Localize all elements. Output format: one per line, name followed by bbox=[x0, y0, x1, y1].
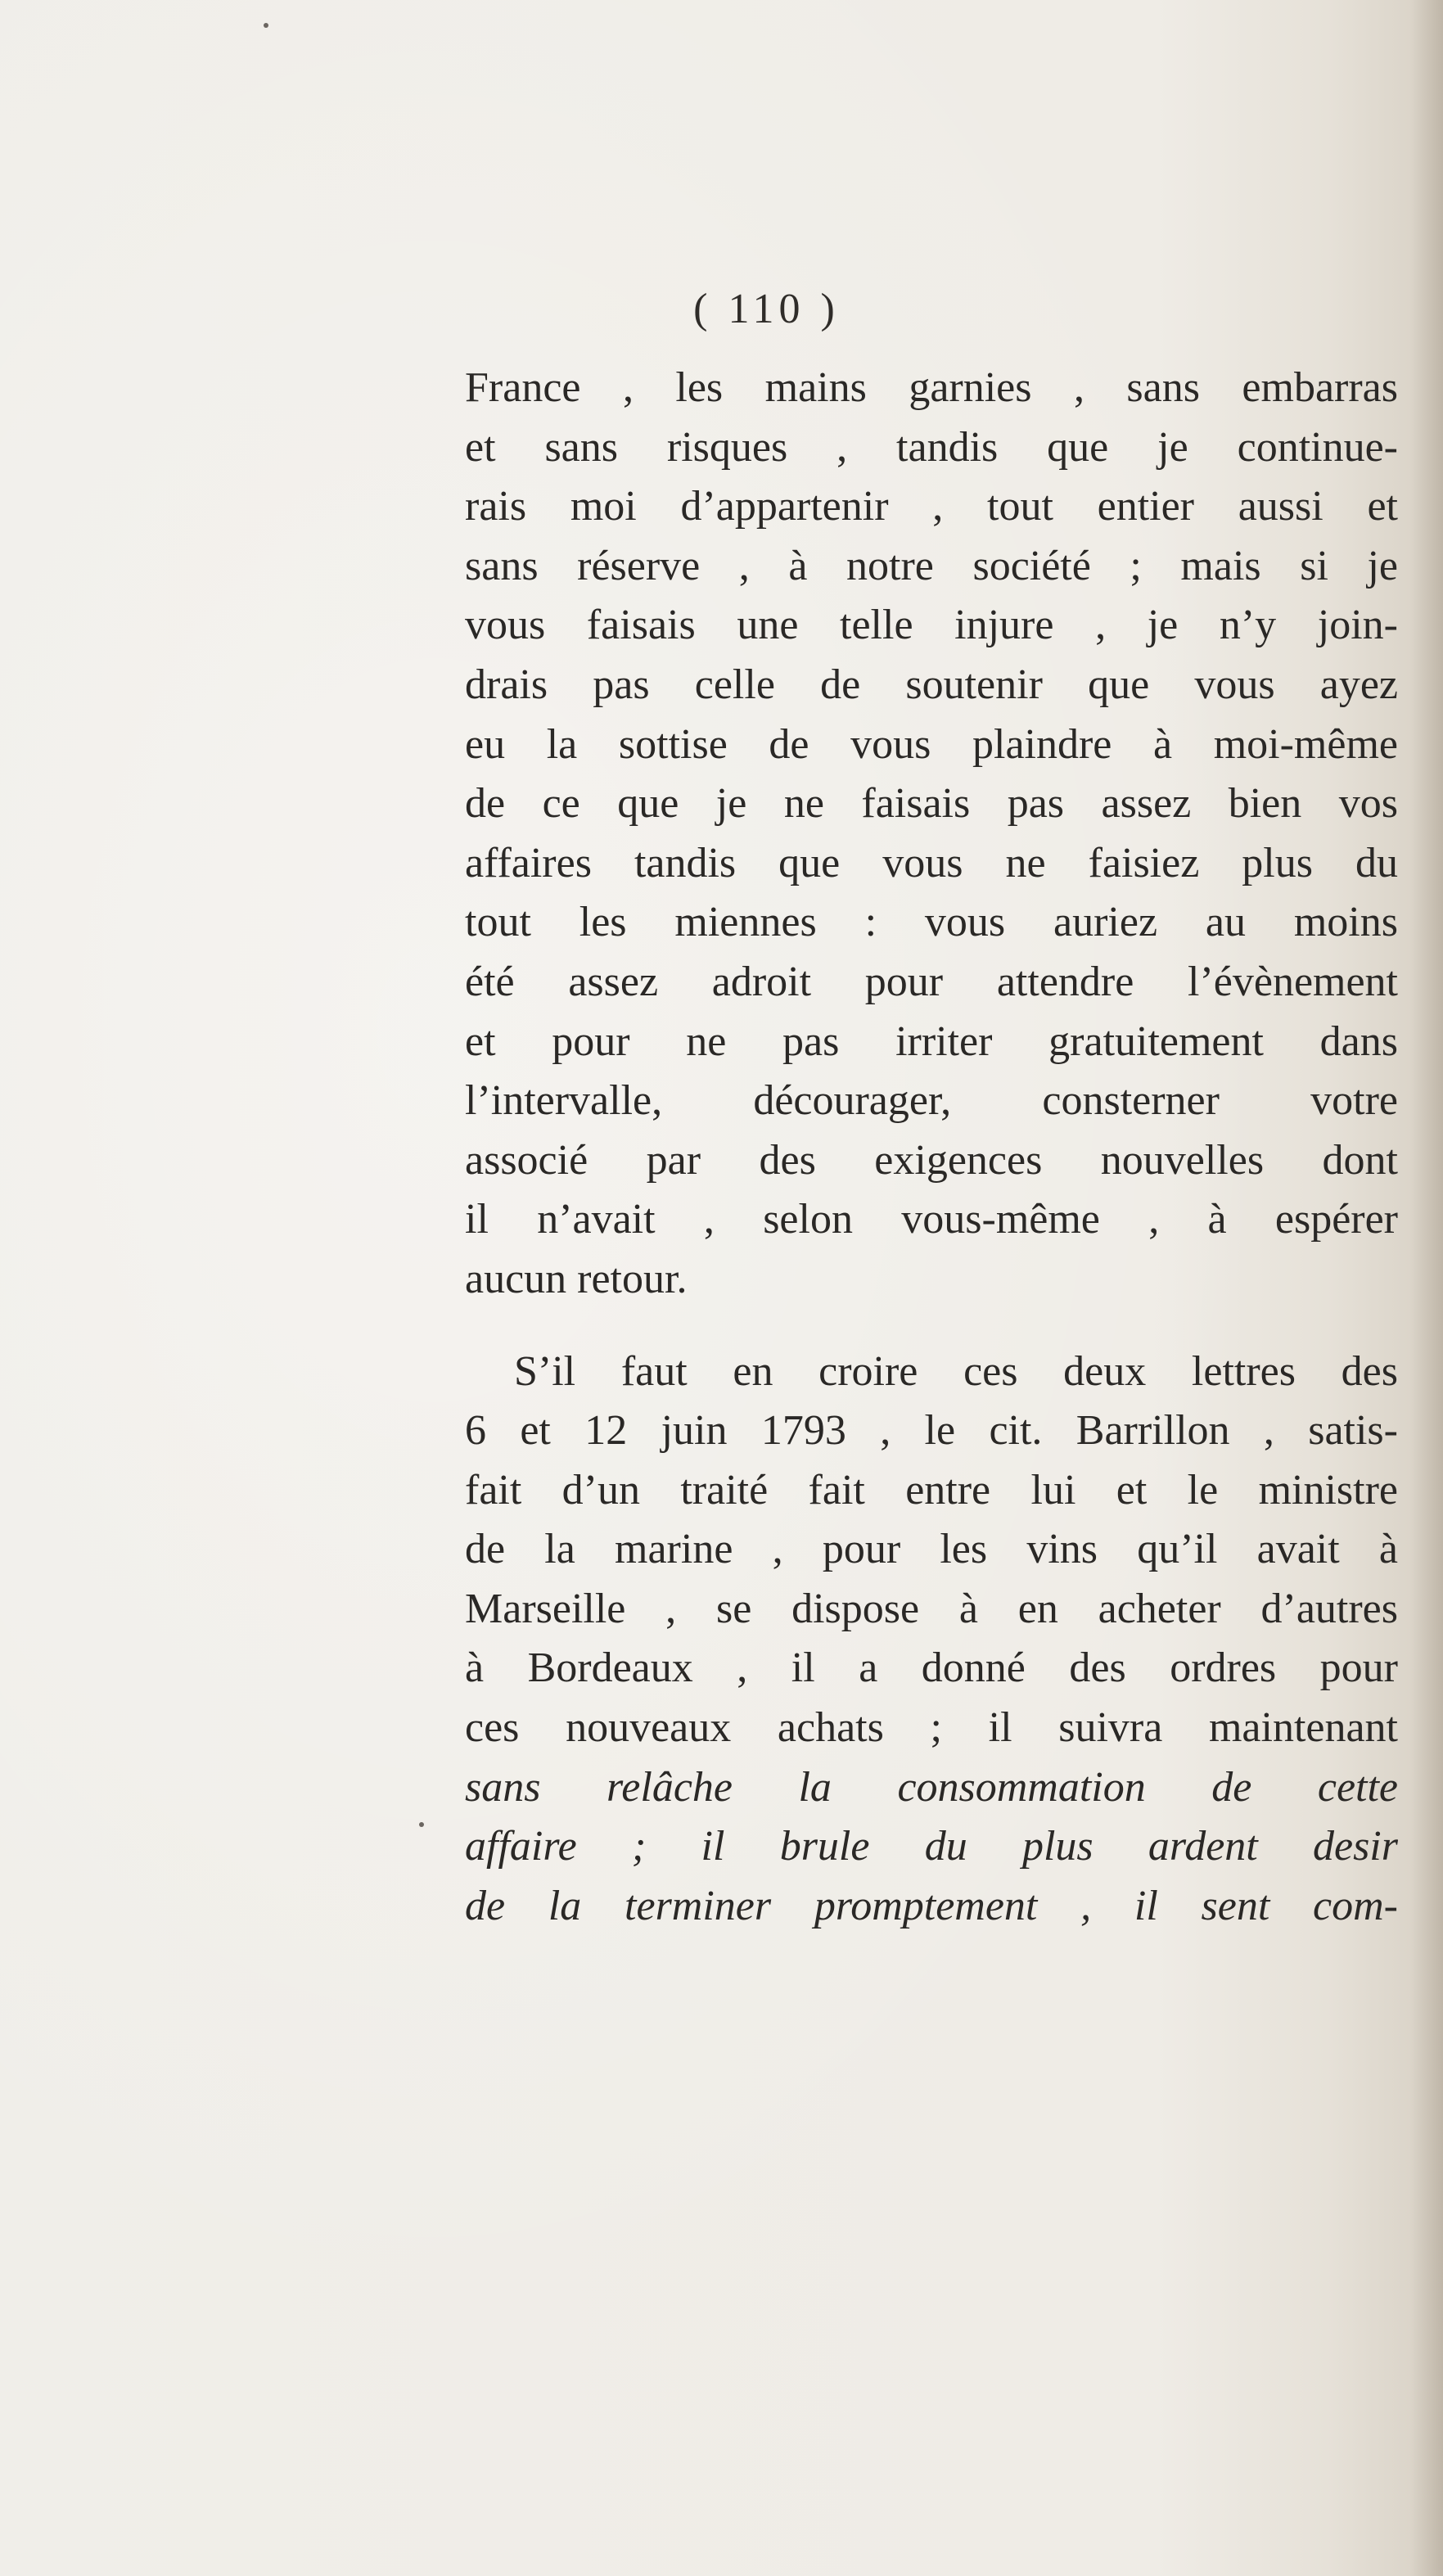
text-line: il n’avait , selon vous-même , à espérer bbox=[465, 1196, 1398, 1243]
text-line: France , les mains garnies , sans embarras bbox=[465, 364, 1398, 411]
text-line: associé par des exigences nouvelles dont bbox=[465, 1136, 1398, 1184]
text-line: fait d’un traité fait entre lui et le ministre bbox=[465, 1466, 1398, 1514]
text-line: sans réserve , à notre société ; mais si je bbox=[465, 542, 1398, 589]
text-line: de ce que je ne faisais pas assez bien vos bbox=[465, 780, 1398, 828]
paper-speck bbox=[264, 23, 268, 28]
text-line: affaire ; il brule du plus ardent desir bbox=[465, 1823, 1398, 1870]
page-edge-shadow bbox=[1410, 0, 1443, 2576]
text-line: drais pas celle de soutenir que vous ayez bbox=[465, 661, 1398, 708]
text-line: 6 et 12 juin 1793 , le cit. Barrillon , satis- bbox=[465, 1407, 1398, 1455]
text-line: ces nouveaux achats ; il suivra maintenant bbox=[465, 1704, 1398, 1752]
text-line: eu la sottise de vous plaindre à moi-même bbox=[465, 720, 1398, 768]
text-line: aucun retour. bbox=[465, 1255, 688, 1302]
paragraph-2 bbox=[465, 1342, 1398, 1937]
text-line: à Bordeaux , il a donné des ordres pour bbox=[465, 1644, 1398, 1692]
text-line: de la terminer promptement , il sent com- bbox=[465, 1882, 1398, 1929]
text-line: l’intervalle, décourager, consterner votre bbox=[465, 1077, 1398, 1125]
text-line: rais moi d’appartenir , tout entier aussi et bbox=[465, 483, 1398, 530]
text-line: de la marine , pour les vins qu’il avait à bbox=[465, 1526, 1398, 1573]
paper-speck bbox=[419, 1822, 424, 1827]
text-line: S’il faut en croire ces deux lettres des bbox=[514, 1347, 1398, 1395]
text-line: affaires tandis que vous ne faisiez plus du bbox=[465, 839, 1398, 886]
text-line: et pour ne pas irriter gratuitement dans bbox=[465, 1017, 1398, 1065]
text-line: sans relâche la consommation de cette bbox=[465, 1763, 1398, 1811]
text-line: et sans risques , tandis que je continue- bbox=[465, 423, 1398, 471]
text-line: vous faisais une telle injure , je n’y join- bbox=[465, 602, 1398, 649]
text-line: tout les miennes : vous auriez au moins bbox=[465, 899, 1398, 946]
body-text bbox=[465, 359, 1398, 1936]
paragraph-gap bbox=[465, 1310, 1398, 1342]
text-line: été assez adroit pour attendre l’évènement bbox=[465, 958, 1398, 1005]
text-line: Marseille , se dispose à en acheter d’autres bbox=[465, 1585, 1398, 1632]
page-number: ( 110 ) bbox=[693, 286, 840, 332]
paragraph-1 bbox=[465, 359, 1398, 1310]
